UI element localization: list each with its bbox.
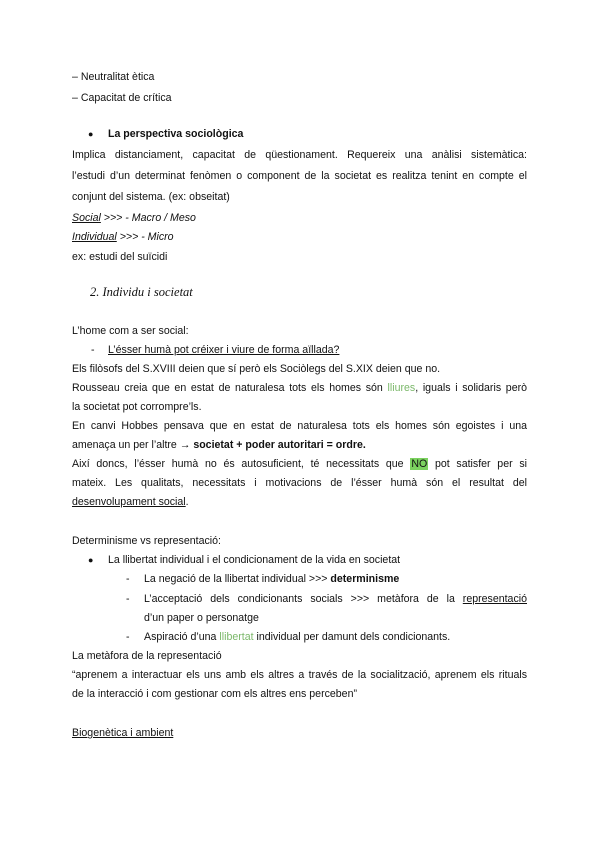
- highlight-no: NO: [411, 458, 428, 470]
- individual-label: Individual: [72, 231, 117, 243]
- section-heading-individu: 2. Individu i societat: [90, 285, 193, 299]
- quote-line: de la interacció i com gestionar com els altres ens perceben”: [72, 688, 357, 700]
- text-span: Aspiració d’una: [144, 631, 220, 643]
- paragraph-line-rousseau: [72, 382, 527, 395]
- text-span: La negació de la llibertat individual >>>: [144, 573, 331, 585]
- underlined-text: desenvolupament social: [72, 496, 186, 508]
- intro-line: L’home com a ser social:: [72, 325, 189, 337]
- social-line: [72, 212, 196, 225]
- list-item-neutralitat: – Neutralitat ètica: [72, 71, 155, 83]
- dash-marker: -: [126, 631, 130, 643]
- text-span: Rousseau creia que en estat de naturalesa tots els homes són: [72, 382, 388, 394]
- question-line: L’ésser humà pot créixer i viure de forma aïllada?: [108, 344, 340, 356]
- text-span: amenaça un per l’altre →: [72, 439, 194, 451]
- individual-line: [72, 231, 174, 244]
- text-span: .: [185, 496, 189, 508]
- underlined-representacio: representació: [462, 593, 527, 605]
- text-span: pot satisfer per si: [428, 458, 528, 470]
- highlight-lliures: lliures: [387, 382, 416, 394]
- paragraph-line-desenvolupament: [72, 496, 189, 509]
- text-span: , iguals i solidaris però: [415, 382, 528, 394]
- determinism-item: La llibertat individual i el condicionament de la vida en societat: [108, 554, 401, 566]
- section-heading-biogenetica: Biogenètica i ambient: [72, 727, 174, 739]
- paragraph-line: mateix. Les qualitats, necessitats i motivacions de l’ésser humà són el resultat del: [72, 477, 527, 489]
- determinism-intro: Determinisme vs representació:: [72, 535, 221, 547]
- paragraph-line-ordre: [72, 439, 366, 452]
- paragraph-line: Els filòsofs del S.XVIII deien que sí però els Sociòlegs del S.XIX deien que no.: [72, 363, 441, 375]
- paragraph-line: la societat pot corrompre’ls.: [72, 401, 202, 413]
- section-heading-perspectiva: La perspectiva sociològica: [108, 128, 244, 140]
- text-span: individual per damunt dels condicionants.: [253, 631, 451, 643]
- sub-item-llibertat: [144, 631, 450, 644]
- text-span: L’acceptació dels condicionants socials >>> metàfora de la: [144, 593, 463, 605]
- bullet-icon: ●: [88, 555, 94, 565]
- social-text: >>> - Macro / Meso: [100, 212, 196, 224]
- dash-marker: -: [91, 344, 95, 356]
- dash-marker: -: [126, 593, 130, 605]
- highlight-llibertat: llibertat: [219, 631, 254, 643]
- bold-formula: societat + poder autoritari = ordre.: [193, 439, 366, 451]
- social-label: Social: [72, 212, 101, 224]
- bullet-icon: ●: [88, 129, 94, 139]
- sub-item-continuation: d’un paper o personatge: [144, 612, 259, 624]
- bold-determinisme: determinisme: [330, 573, 400, 585]
- sub-item-representacio: [144, 593, 527, 606]
- paragraph-line: conjunt del sistema. (ex: obseitat): [72, 191, 230, 203]
- example-line: ex: estudi del suïcidi: [72, 251, 168, 263]
- list-item-capacitat: – Capacitat de crítica: [72, 92, 172, 104]
- dash-marker: -: [126, 573, 130, 585]
- quote-line: “aprenem a interactuar els uns amb els altres a través de la socialització, aprenem els rituals: [72, 669, 527, 681]
- individual-text: >>> - Micro: [116, 231, 174, 243]
- paragraph-line: En canvi Hobbes pensava que en estat de naturalesa tots els homes són egoistes i una: [72, 420, 527, 432]
- metaphor-title: La metàfora de la representació: [72, 650, 222, 662]
- sub-item-determinisme: [144, 573, 399, 586]
- text-span: Així doncs, l’ésser humà no és autosuficient, té necessitats que: [72, 458, 411, 470]
- paragraph-line-aixi: [72, 458, 527, 471]
- paragraph-line: l’estudi d’un determinat fenòmen o component de la societat es realitza tenint en compte el: [72, 170, 527, 182]
- paragraph-line: Implica distanciament, capacitat de qüestionament. Requereix una anàlisi sistemàtica:: [72, 149, 527, 161]
